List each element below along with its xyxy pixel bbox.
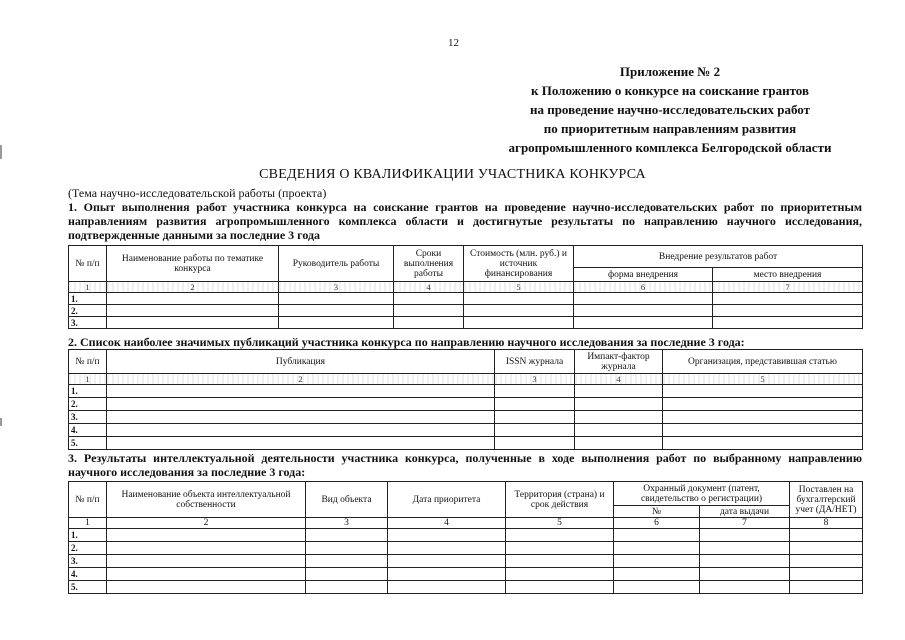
table-cell[interactable] xyxy=(663,437,863,450)
col-issue-date-header: дата выдачи xyxy=(700,506,790,518)
table-cell[interactable] xyxy=(574,317,713,329)
table-cell[interactable] xyxy=(663,424,863,437)
table-cell[interactable] xyxy=(700,581,790,594)
table-cell[interactable] xyxy=(700,568,790,581)
column-index: 3 xyxy=(279,282,394,293)
table-cell[interactable] xyxy=(495,437,575,450)
column-index: 4 xyxy=(575,374,663,385)
table-cell[interactable] xyxy=(790,529,863,542)
table-cell[interactable] xyxy=(663,385,863,398)
column-index: 1 xyxy=(69,374,107,385)
row-number: 1. xyxy=(69,385,107,398)
intellectual-property-table xyxy=(68,481,863,594)
col-publication-header: Публикация xyxy=(107,350,495,374)
table-cell[interactable] xyxy=(107,305,279,317)
table-row xyxy=(69,424,863,437)
table-cell[interactable] xyxy=(663,398,863,411)
col-implementation-header: Внедрение результатов работ xyxy=(574,246,863,268)
col-priority-date-header: Дата приоритета xyxy=(388,482,506,518)
table-row xyxy=(69,581,863,594)
table-row xyxy=(69,385,863,398)
col-ip-name-header: Наименование объекта интеллектуальной собственности xyxy=(107,482,306,518)
column-index: 5 xyxy=(663,374,863,385)
table-cell[interactable] xyxy=(574,293,713,305)
column-index: 3 xyxy=(495,374,575,385)
page-number: 12 xyxy=(448,37,459,49)
table-cell[interactable] xyxy=(107,529,306,542)
row-number: 3. xyxy=(69,317,107,329)
col-terms-header: Сроки выполнения работы xyxy=(394,246,464,282)
table-cell[interactable] xyxy=(279,293,394,305)
table-cell[interactable] xyxy=(575,385,663,398)
table-cell[interactable] xyxy=(614,568,700,581)
table-cell[interactable] xyxy=(790,542,863,555)
table-cell[interactable] xyxy=(700,555,790,568)
appendix-line: на проведение научно-исследовательских работ xyxy=(529,102,811,117)
table-row xyxy=(69,305,863,317)
col-num-header: № п/п xyxy=(69,482,107,518)
column-index: 6 xyxy=(574,282,713,293)
table-cell[interactable] xyxy=(790,555,863,568)
column-index: 5 xyxy=(506,518,614,529)
column-index: 7 xyxy=(713,282,863,293)
table-cell[interactable] xyxy=(306,568,388,581)
table-cell[interactable] xyxy=(495,424,575,437)
col-cost-header: Стоимость (млн. руб.) и источник финансирования xyxy=(464,246,574,282)
table-cell[interactable] xyxy=(464,317,574,329)
row-number: 2. xyxy=(69,398,107,411)
table-cell[interactable] xyxy=(713,293,863,305)
table-row xyxy=(69,529,863,542)
table-row xyxy=(69,555,863,568)
col-issn-header: ISSN журнала xyxy=(495,350,575,374)
column-index: 1 xyxy=(69,282,107,293)
work-experience-table xyxy=(68,245,863,329)
table-cell[interactable] xyxy=(713,305,863,317)
table-cell[interactable] xyxy=(495,411,575,424)
table-cell[interactable] xyxy=(614,581,700,594)
table-cell[interactable] xyxy=(107,437,495,450)
document-title: СВЕДЕНИЯ О КВАЛИФИКАЦИИ УЧАСТНИКА КОНКУРСА xyxy=(259,167,646,182)
appendix-line: к Положению о конкурсе на соискание грантов xyxy=(531,83,809,98)
table-cell[interactable] xyxy=(279,305,394,317)
scan-margin-mark xyxy=(0,418,2,426)
row-number: 1. xyxy=(69,293,107,305)
table-cell[interactable] xyxy=(506,581,614,594)
column-index: 4 xyxy=(388,518,506,529)
table-cell[interactable] xyxy=(790,568,863,581)
table-cell[interactable] xyxy=(306,529,388,542)
table-cell[interactable] xyxy=(700,542,790,555)
table-cell[interactable] xyxy=(107,398,495,411)
table-cell[interactable] xyxy=(790,581,863,594)
table-cell[interactable] xyxy=(107,293,279,305)
table-row xyxy=(69,411,863,424)
table-row xyxy=(69,317,863,329)
col-accounting-header: Поставлен на бухгалтерский учет (ДА/НЕТ) xyxy=(790,482,863,518)
appendix-line: агропромышленного комплекса Белгородской области xyxy=(508,140,832,155)
table-cell[interactable] xyxy=(107,555,306,568)
column-index: 2 xyxy=(107,518,306,529)
table-cell[interactable] xyxy=(700,529,790,542)
table-cell[interactable] xyxy=(574,305,713,317)
table-cell[interactable] xyxy=(495,398,575,411)
table-cell[interactable] xyxy=(279,317,394,329)
col-doc-number-header: № xyxy=(614,506,700,518)
row-number: 3. xyxy=(69,555,107,568)
col-protection-doc-header: Охранный документ (патент, свидетельство о регистрации) xyxy=(614,482,790,506)
row-number: 4. xyxy=(69,568,107,581)
column-index: 1 xyxy=(69,518,107,529)
row-number: 5. xyxy=(69,437,107,450)
column-index: 5 xyxy=(464,282,574,293)
topic-line: (Тема научно-исследовательской работы (проекта) xyxy=(68,186,327,200)
col-impact-factor-header: Импакт-фактор журнала xyxy=(575,350,663,374)
appendix-header xyxy=(470,62,870,157)
section-2-heading: 2. Список наиболее значимых публикаций участника конкурса по направлению научного исследования за последние 3 года: xyxy=(68,335,745,349)
table-cell[interactable] xyxy=(506,568,614,581)
column-index: 3 xyxy=(306,518,388,529)
col-organization-header: Организация, представившая статью xyxy=(663,350,863,374)
section-3-heading: 3. Результаты интеллектуальной деятельности участника конкурса, полученные в ходе выполнения работ по выбранному направлению научного исследования за последние 3 года: xyxy=(68,451,862,479)
appendix-line: Приложение № 2 xyxy=(619,64,721,79)
row-number: 2. xyxy=(69,542,107,555)
table-cell[interactable] xyxy=(713,317,863,329)
table-cell[interactable] xyxy=(495,385,575,398)
table-cell[interactable] xyxy=(306,542,388,555)
scan-margin-mark xyxy=(0,145,2,159)
column-index: 4 xyxy=(394,282,464,293)
table-row xyxy=(69,542,863,555)
col-work-name-header: Наименование работы по тематике конкурса xyxy=(107,246,279,282)
table-cell[interactable] xyxy=(107,317,279,329)
column-index: 8 xyxy=(790,518,863,529)
appendix-line: по приоритетным направлениям развития xyxy=(543,121,797,136)
col-object-kind-header: Вид объекта xyxy=(306,482,388,518)
table-cell[interactable] xyxy=(614,555,700,568)
table-cell[interactable] xyxy=(107,568,306,581)
table-row xyxy=(69,398,863,411)
table-cell[interactable] xyxy=(464,293,574,305)
col-num-header: № п/п xyxy=(69,350,107,374)
table-cell[interactable] xyxy=(388,529,506,542)
table-cell[interactable] xyxy=(107,581,306,594)
row-number: 4. xyxy=(69,424,107,437)
col-leader-header: Руководитель работы xyxy=(279,246,394,282)
column-index: 2 xyxy=(107,374,495,385)
table-cell[interactable] xyxy=(575,398,663,411)
col-impl-place-header: место внедрения xyxy=(713,268,863,282)
table-cell[interactable] xyxy=(306,555,388,568)
table-cell[interactable] xyxy=(388,568,506,581)
table-cell[interactable] xyxy=(388,542,506,555)
publications-table xyxy=(68,349,863,450)
column-index: 7 xyxy=(700,518,790,529)
row-number: 2. xyxy=(69,305,107,317)
table-cell[interactable] xyxy=(107,385,495,398)
table-cell[interactable] xyxy=(394,305,464,317)
table-cell[interactable] xyxy=(394,317,464,329)
row-number: 5. xyxy=(69,581,107,594)
table-cell[interactable] xyxy=(388,555,506,568)
table-cell[interactable] xyxy=(107,542,306,555)
table-cell[interactable] xyxy=(614,529,700,542)
table-cell[interactable] xyxy=(506,542,614,555)
table-cell[interactable] xyxy=(575,424,663,437)
table-cell[interactable] xyxy=(394,293,464,305)
col-num-header: № п/п xyxy=(69,246,107,282)
row-number: 3. xyxy=(69,411,107,424)
col-territory-header: Территория (страна) и срок действия xyxy=(506,482,614,518)
table-cell[interactable] xyxy=(614,542,700,555)
table-cell[interactable] xyxy=(388,581,506,594)
col-impl-form-header: форма внедрения xyxy=(574,268,713,282)
table-cell[interactable] xyxy=(107,424,495,437)
table-cell[interactable] xyxy=(464,305,574,317)
table-cell[interactable] xyxy=(663,411,863,424)
table-row xyxy=(69,437,863,450)
table-cell[interactable] xyxy=(306,581,388,594)
row-number: 1. xyxy=(69,529,107,542)
table-cell[interactable] xyxy=(575,411,663,424)
table-cell[interactable] xyxy=(575,437,663,450)
table-row xyxy=(69,293,863,305)
table-cell[interactable] xyxy=(506,529,614,542)
table-row xyxy=(69,568,863,581)
column-index: 2 xyxy=(107,282,279,293)
table-cell[interactable] xyxy=(506,555,614,568)
table-cell[interactable] xyxy=(107,411,495,424)
section-1-heading: 1. Опыт выполнения работ участника конкурса на соискание грантов на проведение научно-исследовательских работ по приоритетным направлениям развития агропромышленного комплекса области и достигнутые результаты по направлению научного исследования, подтвержденные данными за последние 3 года xyxy=(68,200,862,242)
column-index: 6 xyxy=(614,518,700,529)
